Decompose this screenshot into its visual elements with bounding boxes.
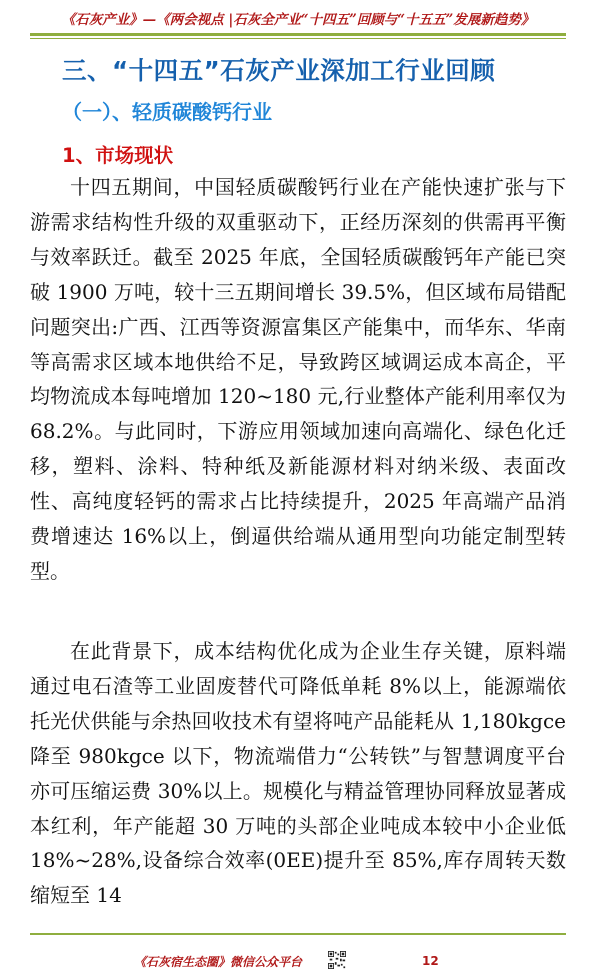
running-header: 《石灰产业》—《两会视点 |石灰全产业“十四五”回顾与“十五五”发展新趋势》 <box>61 12 535 28</box>
header-divider-thick <box>30 33 566 36</box>
body-paragraph-1: 十四五期间，中国轻质碳酸钙行业在产能快速扩张与下游需求结构性升级的双重驱动下，正经历深刻的供需再平衡与效率跃迁。截至 2025 年底，全国轻质碳酸钙年产能已突破 1900 万吨，较十三五期间增长 39.5%，但区域布局错配问题突出:广西、江西等资源富集区产能集中，而华东、华南等高需求区域本地供给不足，导致跨区域调运成本高企，平均物流成本每吨增加 120~180 元,行业整体产能利用率仅为 68.2%。与此同时，下游应用领域加速向高端化、绿色化迁移，塑料、涂料、特种纸及新能源材料对纳米级、表面改性、高纯度轻钙的需求占比持续提升，2025 年高端产品消费增速达 16%以上，倒逼供给端从通用型向功能定制型转型。 <box>30 175 566 583</box>
header-divider-thin <box>30 38 566 39</box>
subsection-title: （一）、轻质碳酸钙行业 <box>62 100 272 124</box>
topic-title: 1、市场现状 <box>62 144 174 167</box>
qr-code-icon <box>328 951 346 969</box>
footer-divider <box>30 933 566 935</box>
page-number: 12 <box>422 954 439 968</box>
page-footer <box>0 951 596 975</box>
footer-publisher-text: 《石灰宿生态圈》微信公众平台 <box>134 955 303 969</box>
section-title: 三、“十四五”石灰产业深加工行业回顾 <box>62 56 496 85</box>
body-paragraph-2: 在此背景下，成本结构优化成为企业生存关键，原料端通过电石渣等工业固废替代可降低单耗 8%以上，能源端依托光伏供能与余热回收技术有望将吨产品能耗从 1,180kgce 降至 980kgce 以下，物流端借力“公转铁”与智慧调度平台亦可压缩运费 30%以上。规模化与精益管理协同释放显著成本红利，年产能超 30 万吨的头部企业吨成本较中小企业低 18%~28%,设备综合效率(0EE)提升至 85%,库存周转天数缩短至 14 <box>30 639 566 908</box>
